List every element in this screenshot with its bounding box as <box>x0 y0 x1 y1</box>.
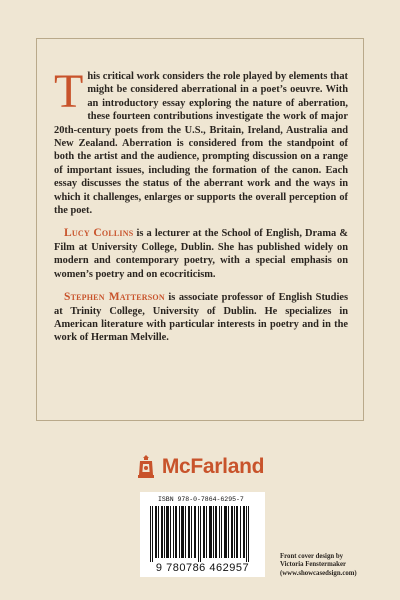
cover-design-credit <box>280 553 392 578</box>
barcode-number: 9 780786 462957 <box>155 562 250 574</box>
credit-line-2: Victoria Fenstermaker <box>280 561 346 569</box>
author-bio-text-1: is a lecturer at the School of English, Drama & Film at University College, Dublin. She has published widely on modern and contemporary poetry, with a special emphasis on women’s poetry and on ecocriticism. <box>54 228 348 280</box>
description-text: his critical work considers the role played by elements that might be considered aberrational in a poet’s oeuvre. With an introductory essay exploring the nature of aberration, these fourteen contributions investigate the work of major 20th-century poets from the U.S., Britain, Ireland, Australia and New Zealand. Aberration is considered from the standpoint of both the artist and the audience, prompting discussion on a range of important issues, including the formation of the canon. Each essay discusses the status of the aberrant work and the ways in which it challenges, enlarges or supports the overall perception of the poet. <box>54 71 348 217</box>
barcode-bars <box>148 506 258 562</box>
publisher-name: McFarland <box>161 455 265 478</box>
barcode <box>140 492 265 577</box>
author-name-2: Stephen Matterson <box>64 291 165 304</box>
author-bio-1 <box>54 227 348 281</box>
author-bio-text-2: is associate professor of English Studies at Trinity College, University of Dublin. He specializes in American literature with particular interests in poetry and in the work of Herman Melville. <box>54 292 349 344</box>
lantern-logo-icon <box>136 454 156 480</box>
credit-line-1: Front cover design by <box>280 553 343 560</box>
isbn-label: ISBN 978-0-7864-6295-7 <box>158 496 244 503</box>
publisher-logo <box>0 452 400 482</box>
author-bio-2 <box>54 291 348 345</box>
back-cover-text <box>54 65 349 345</box>
description-paragraph <box>54 65 348 217</box>
credit-line-3: (www.showcasedsign.com) <box>280 569 357 577</box>
author-name-1: Lucy Collins <box>64 227 134 240</box>
drop-cap: T <box>54 65 84 118</box>
